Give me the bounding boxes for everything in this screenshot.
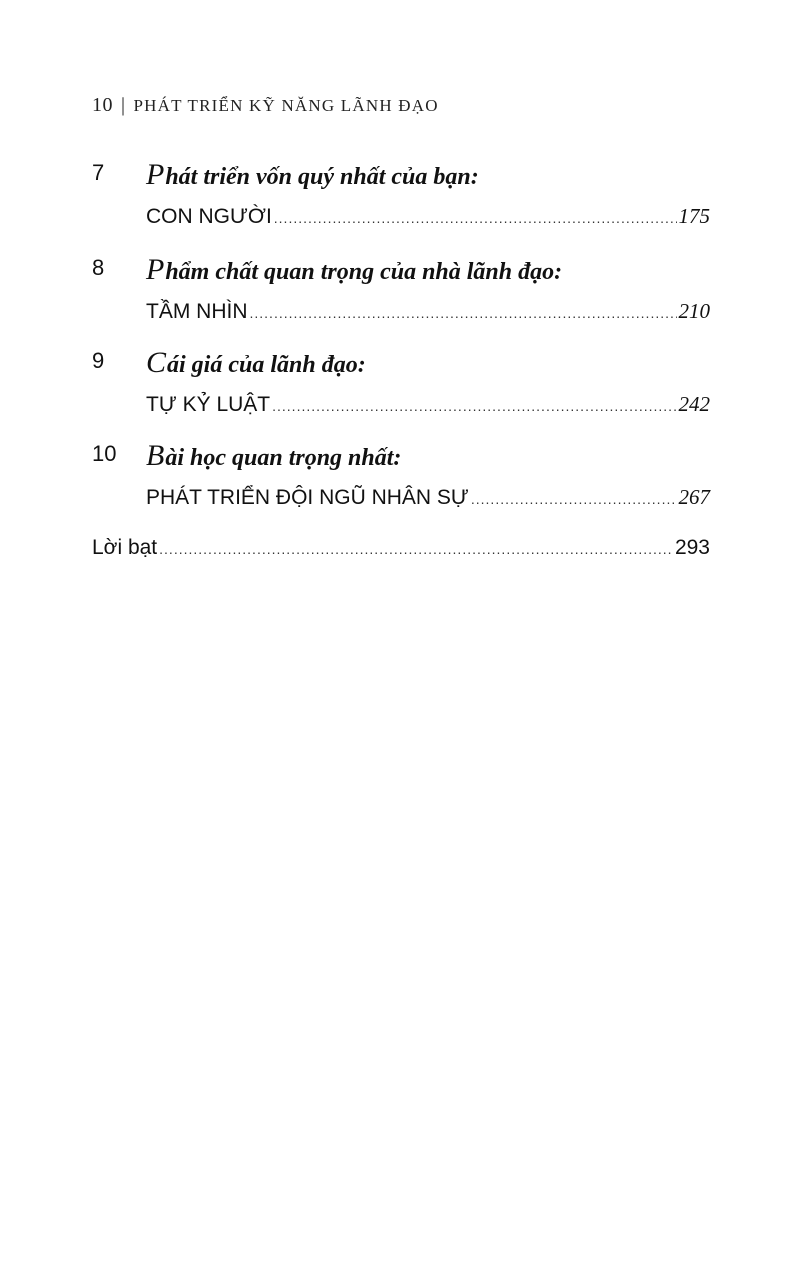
afterword-label: Lời bạt [92,536,158,559]
running-head-separator: | [121,94,126,116]
dot-leader [272,398,676,414]
chapter-subtitle: TỰ KỶ LUẬT [146,393,271,416]
toc-entry-line[interactable] [146,485,710,510]
toc-entry-line[interactable] [146,299,710,324]
dot-leader [159,541,673,557]
chapter-heading-text: hát triển vốn quý nhất của bạn: [165,164,479,190]
chapter-subtitle: TẦM NHÌN [146,300,248,323]
chapter-number: 10 [92,441,117,466]
chapter-subtitle: CON NGƯỜI [146,205,272,228]
chapter-heading-text: ài học quan trọng nhất: [165,445,402,471]
chapter-heading-initial: B [146,439,165,472]
chapter-heading [146,346,366,380]
running-head-title: PHÁT TRIỂN KỸ NĂNG LÃNH ĐẠO [133,96,439,115]
running-head-page-number: 10 [92,94,113,116]
chapter-heading-initial: P [146,253,165,286]
chapter-page-number: 210 [678,299,710,323]
chapter-heading [146,253,562,287]
toc-afterword[interactable] [92,536,710,560]
chapter-heading [146,158,479,192]
chapter-number: 7 [92,160,105,185]
chapter-heading-initial: C [146,346,167,379]
chapter-heading-text: hẩm chất quan trọng của nhà lãnh đạo: [165,259,563,285]
chapter-page-number: 267 [678,485,710,509]
toc-entry-line[interactable] [146,204,710,229]
chapter-number: 9 [92,348,105,373]
dot-leader [274,210,677,226]
chapter-subtitle: PHÁT TRIỂN ĐỘI NGŨ NHÂN SỰ [146,486,469,509]
dot-leader [250,305,677,321]
chapter-page-number: 242 [678,392,710,416]
running-head [92,94,439,117]
chapter-heading-initial: P [146,158,165,191]
chapter-number: 8 [92,255,105,280]
afterword-page-number: 293 [674,536,710,559]
chapter-page-number: 175 [678,204,710,228]
toc-entry-line[interactable] [146,392,710,417]
dot-leader [471,491,677,507]
chapter-heading [146,439,401,473]
chapter-heading-text: ái giá của lãnh đạo: [167,352,366,378]
